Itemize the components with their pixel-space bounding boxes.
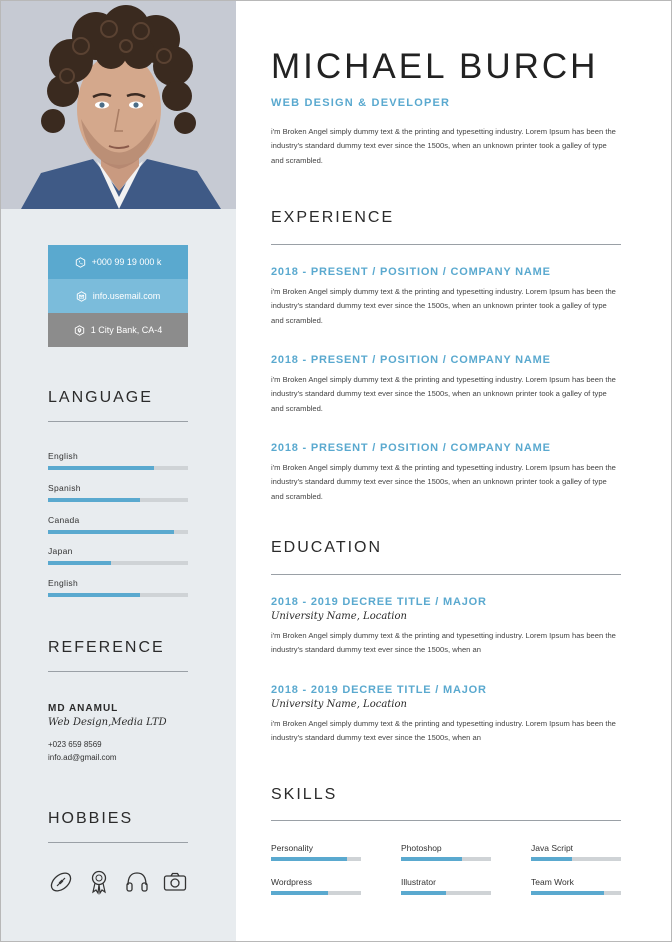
- language-bar-track: [48, 561, 188, 565]
- skill-bar-track: [531, 857, 621, 861]
- skill-bar-fill: [401, 857, 462, 861]
- language-bar-fill: [48, 593, 140, 597]
- language-label: English: [48, 451, 78, 461]
- education-school: University Name, Location: [271, 699, 407, 710]
- experience-entry: [271, 354, 621, 416]
- sidebar: [1, 1, 236, 942]
- experience-divider: [271, 244, 621, 245]
- skills-divider: [271, 820, 621, 821]
- experience-entry: [271, 442, 621, 504]
- reference-details: [48, 703, 188, 762]
- experience-heading: 2018 - PRESENT / POSITION / COMPANY NAME: [271, 266, 551, 278]
- language-label: Canada: [48, 515, 80, 525]
- education-text: i'm Broken Angel simply dummy text & the printing and typesetting industry. Lorem Ipsum has been the industry's standard dummy text ever since the 1500s, when an: [271, 719, 616, 743]
- experience-entry: [271, 266, 621, 328]
- skill-item: [401, 843, 491, 861]
- language-label: Spanish: [48, 483, 81, 493]
- skill-label: Personality: [271, 843, 314, 853]
- skill-label: Illustrator: [401, 877, 436, 887]
- reference-role: Web Design,Media LTD: [48, 717, 167, 728]
- experience-text: i'm Broken Angel simply dummy text & the printing and typesetting industry. Lorem Ipsum has been the industry's standard dummy text ever since the 1500s, when an unknown printer took a galley of type and scrambled.: [271, 287, 616, 325]
- skill-item: [531, 843, 621, 861]
- contact-email-text: info.usemail.com: [92, 291, 161, 301]
- contact-address-text: 1 City Bank, CA-4: [90, 325, 163, 335]
- language-item: [48, 546, 188, 565]
- experience-title: EXPERIENCE: [271, 209, 395, 226]
- location-icon: [74, 325, 85, 336]
- language-label: English: [48, 578, 78, 588]
- skill-bar-fill: [531, 857, 572, 861]
- language-bar-track: [48, 466, 188, 470]
- hobbies-section: [48, 810, 188, 843]
- reference-email[interactable]: info.ad@gmail.com: [48, 753, 117, 762]
- language-item: [48, 451, 188, 470]
- language-title: LANGUAGE: [48, 389, 153, 406]
- contact-phone-text: +000 99 19 000 k: [91, 257, 162, 267]
- portrait-illustration: [1, 1, 236, 209]
- skill-label: Photoshop: [401, 843, 442, 853]
- education-title: EDUCATION: [271, 539, 383, 556]
- skill-bar-fill: [271, 857, 347, 861]
- reference-divider: [48, 671, 188, 672]
- email-icon: [76, 291, 87, 302]
- education-entry: [271, 596, 621, 658]
- experience-heading: 2018 - PRESENT / POSITION / COMPANY NAME: [271, 354, 551, 366]
- experience-text: i'm Broken Angel simply dummy text & the printing and typesetting industry. Lorem Ipsum has been the industry's standard dummy text ever since the 1500s, when an unknown printer took a galley of type and scrambled.: [271, 463, 616, 501]
- football-icon: [48, 869, 74, 895]
- skill-item: [271, 843, 361, 861]
- education-divider: [271, 574, 621, 575]
- education-entry: [271, 684, 621, 746]
- experience-heading: 2018 - PRESENT / POSITION / COMPANY NAME: [271, 442, 551, 454]
- skill-bar-track: [531, 891, 621, 895]
- language-bar-fill: [48, 466, 154, 470]
- education-text: i'm Broken Angel simply dummy text & the printing and typesetting industry. Lorem Ipsum has been the industry's standard dummy text ever since the 1500s, when an: [271, 631, 616, 655]
- award-icon: [86, 869, 112, 895]
- skill-item: [401, 877, 491, 895]
- candidate-name: MICHAEL BURCH: [271, 47, 599, 86]
- contact-address: [48, 313, 188, 347]
- contact-email[interactable]: [48, 279, 188, 313]
- language-bar-track: [48, 498, 188, 502]
- skill-bar-fill: [531, 891, 604, 895]
- language-bar-fill: [48, 561, 111, 565]
- skill-label: Team Work: [531, 877, 574, 887]
- language-item: [48, 578, 188, 597]
- education-heading: 2018 - 2019 DECREE TITLE / MAJOR: [271, 596, 487, 608]
- contact-list: [48, 245, 188, 347]
- headphones-icon: [124, 869, 150, 895]
- skill-bar-track: [401, 891, 491, 895]
- language-bar-fill: [48, 498, 140, 502]
- skill-bar-track: [271, 857, 361, 861]
- experience-text: i'm Broken Angel simply dummy text & the printing and typesetting industry. Lorem Ipsum has been the industry's standard dummy text ever since the 1500s, when an unknown printer took a galley of type and scrambled.: [271, 375, 616, 413]
- language-item: [48, 483, 188, 502]
- education-school: University Name, Location: [271, 611, 407, 622]
- language-divider: [48, 421, 188, 422]
- profile-photo: [1, 1, 236, 209]
- skill-item: [531, 877, 621, 895]
- language-item: [48, 515, 188, 534]
- contact-phone[interactable]: [48, 245, 188, 279]
- intro-text: i'm Broken Angel simply dummy text & the printing and typesetting industry. Lorem Ipsum has been the industry's standard dummy text ever since the 1500s, when an unknown printer took a galley of type and scrambled.: [271, 127, 616, 165]
- reference-title: REFERENCE: [48, 639, 165, 656]
- candidate-title: WEB DESIGN & DEVELOPER: [271, 97, 451, 109]
- language-bar-fill: [48, 530, 174, 534]
- language-bar-track: [48, 593, 188, 597]
- education-heading: 2018 - 2019 DECREE TITLE / MAJOR: [271, 684, 487, 696]
- hobby-icons: [48, 869, 188, 895]
- skill-bar-track: [401, 857, 491, 861]
- skill-bar-track: [271, 891, 361, 895]
- reference-section: [48, 639, 188, 672]
- language-label: Japan: [48, 546, 73, 556]
- phone-icon: [75, 257, 86, 268]
- language-section: [48, 389, 188, 422]
- camera-icon: [162, 869, 188, 895]
- skill-item: [271, 877, 361, 895]
- hobbies-title: HOBBIES: [48, 810, 134, 827]
- hobbies-divider: [48, 842, 188, 843]
- skill-label: Java Script: [531, 843, 574, 853]
- skill-label: Wordpress: [271, 877, 312, 887]
- reference-phone[interactable]: +023 659 8569: [48, 740, 102, 749]
- skills-title: SKILLS: [271, 786, 338, 803]
- reference-name: MD ANAMUL: [48, 703, 119, 714]
- skill-bar-fill: [401, 891, 446, 895]
- language-bar-track: [48, 530, 188, 534]
- skill-bar-fill: [271, 891, 328, 895]
